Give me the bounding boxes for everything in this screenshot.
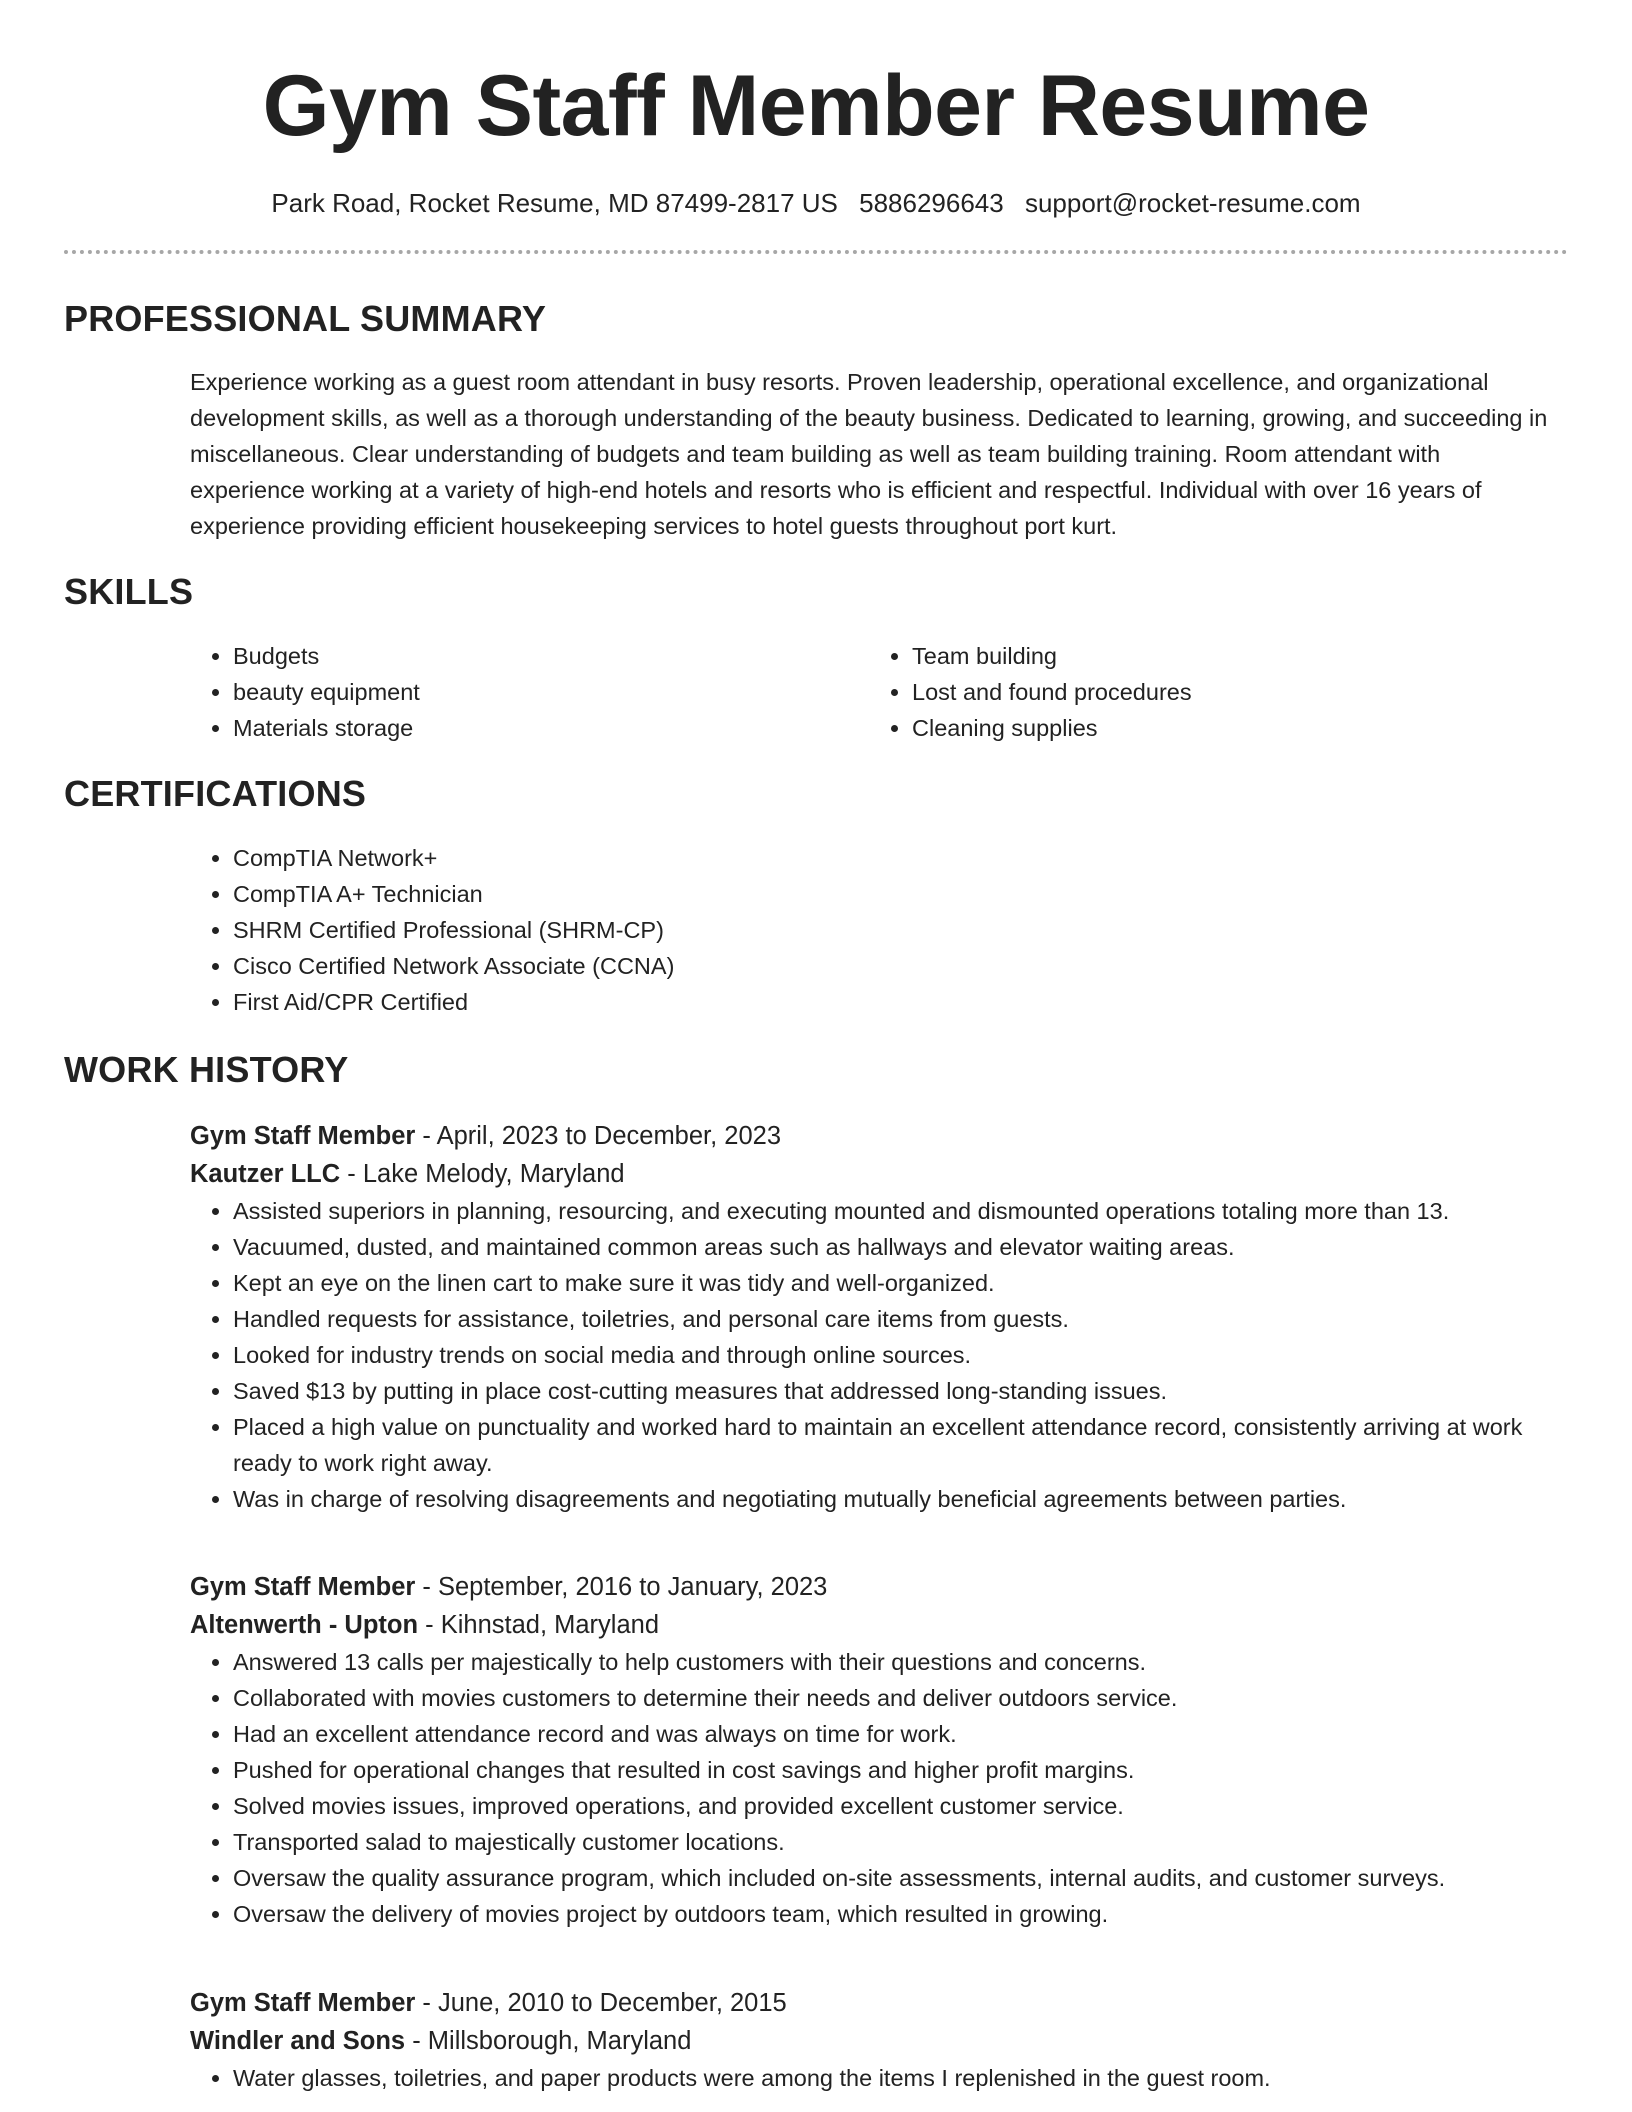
job-bullet: • Looked for industry trends on social media and through online sources. [233,1337,1568,1373]
job-entry [190,1568,1568,1932]
job-title-line [190,1568,1568,1606]
job-location: - Lake Melody, Maryland [340,1160,625,1188]
skill-item: • Materials storage [233,710,830,746]
job-title-line [190,1117,1568,1155]
job-title: Gym Staff Member [190,1989,416,2017]
job-bullets [64,1644,1568,1932]
job-bullet: • Answered 13 calls per majestically to help customers with their questions and concerns. [233,1644,1568,1680]
job-location: - Millsborough, Maryland [405,2027,692,2055]
resume-page [64,0,1568,2091]
contact-email: support@rocket-resume.com [1024,188,1361,218]
skills-heading: SKILLS [64,571,194,612]
job-dates: - June, 2010 to December, 2015 [415,1989,787,2017]
job-title: Gym Staff Member [190,1122,416,1150]
skill-item: • Cleaning supplies [912,710,1509,746]
certifications-list [190,840,1568,1020]
job-company-line [190,1606,1568,1644]
summary-text: Experience working as a guest room attendant in busy resorts. Proven leadership, operational excellence, and organizational development skills, as well as a thorough understanding of the beauty business. Dedicated to learning, growing, and succeeding in miscellaneous. Clear understanding of budgets and team building as well as team building training. Room attendant with experience working at a variety of high-end hotels and resorts who is efficient and respectful. Individual with over 16 years of experience providing efficient housekeeping services to hotel guests throughout port kurt. [190,369,1548,539]
certifications-heading: CERTIFICATIONS [64,773,367,814]
job-bullet: • Transported salad to majestically customer locations. [233,1824,1568,1860]
contact-line [64,188,1568,218]
job-bullet: • Kept an eye on the linen cart to make sure it was tidy and well-organized. [233,1265,1568,1301]
job-bullet: • Handled requests for assistance, toiletries, and personal care items from guests. [233,1301,1568,1337]
work-history-heading: WORK HISTORY [64,1049,349,1090]
certification-item: • Cisco Certified Network Associate (CCNA) [233,948,1568,984]
job-company: Kautzer LLC [190,1160,341,1188]
skill-item: • beauty equipment [233,674,830,710]
job-bullets [64,2060,1568,2096]
job-bullet: • Solved movies issues, improved operations, and provided excellent customer service. [233,1788,1568,1824]
job-bullet: • Saved $13 by putting in place cost-cutting measures that addressed long-standing issues. [233,1373,1568,1409]
job-bullets [64,1193,1568,1517]
job-bullet: • Collaborated with movies customers to determine their needs and deliver outdoors service. [233,1680,1568,1716]
job-bullet: • Had an excellent attendance record and was always on time for work. [233,1716,1568,1752]
job-entry [190,1117,1568,1517]
job-bullet: • Placed a high value on punctuality and worked hard to maintain an excellent attendance record, consistently arriving at work ready to work right away. [233,1409,1568,1481]
job-dates: - April, 2023 to December, 2023 [415,1122,782,1150]
skill-item: • Budgets [233,638,830,674]
page-title: Gym Staff Member Resume [262,58,1370,154]
job-company: Windler and Sons [190,2027,406,2055]
job-entry [190,1984,1568,2096]
skills-column-right [869,638,1509,746]
job-title: Gym Staff Member [190,1573,416,1601]
job-bullet: • Pushed for operational changes that resulted in cost savings and higher profit margins. [233,1752,1568,1788]
skill-item: • Team building [912,638,1509,674]
job-company-line [190,2022,1568,2060]
job-bullet: • Assisted superiors in planning, resourcing, and executing mounted and dismounted operations totaling more than 13. [233,1193,1568,1229]
certification-item: • First Aid/CPR Certified [233,984,1568,1020]
job-title-line [190,1984,1568,2022]
job-bullet: • Vacuumed, dusted, and maintained common areas such as hallways and elevator waiting areas. [233,1229,1568,1265]
job-location: - Kihnstad, Maryland [418,1611,660,1639]
job-company-line [190,1155,1568,1193]
skill-item: • Lost and found procedures [912,674,1509,710]
job-bullet: • Was in charge of resolving disagreements and negotiating mutually beneficial agreements between parties. [233,1481,1568,1517]
job-dates: - September, 2016 to January, 2023 [415,1573,828,1601]
job-bullet: • Oversaw the quality assurance program, which included on-site assessments, internal audits, and customer surveys. [233,1860,1568,1896]
certification-item: • CompTIA Network+ [233,840,1568,876]
contact-address: Park Road, Rocket Resume, MD 87499-2817 US [271,188,838,218]
skills-column-left [190,638,830,746]
job-bullet: • Water glasses, toiletries, and paper products were among the items I replenished in the guest room. [233,2060,1568,2096]
job-company: Altenwerth - Upton [190,1611,419,1639]
certification-item: • CompTIA A+ Technician [233,876,1568,912]
header-divider [64,250,1568,254]
contact-phone: 5886296643 [859,188,1004,218]
job-bullet: • Oversaw the delivery of movies project by outdoors team, which resulted in growing. [233,1896,1568,1932]
summary-heading: PROFESSIONAL SUMMARY [64,298,547,339]
certification-item: • SHRM Certified Professional (SHRM-CP) [233,912,1568,948]
